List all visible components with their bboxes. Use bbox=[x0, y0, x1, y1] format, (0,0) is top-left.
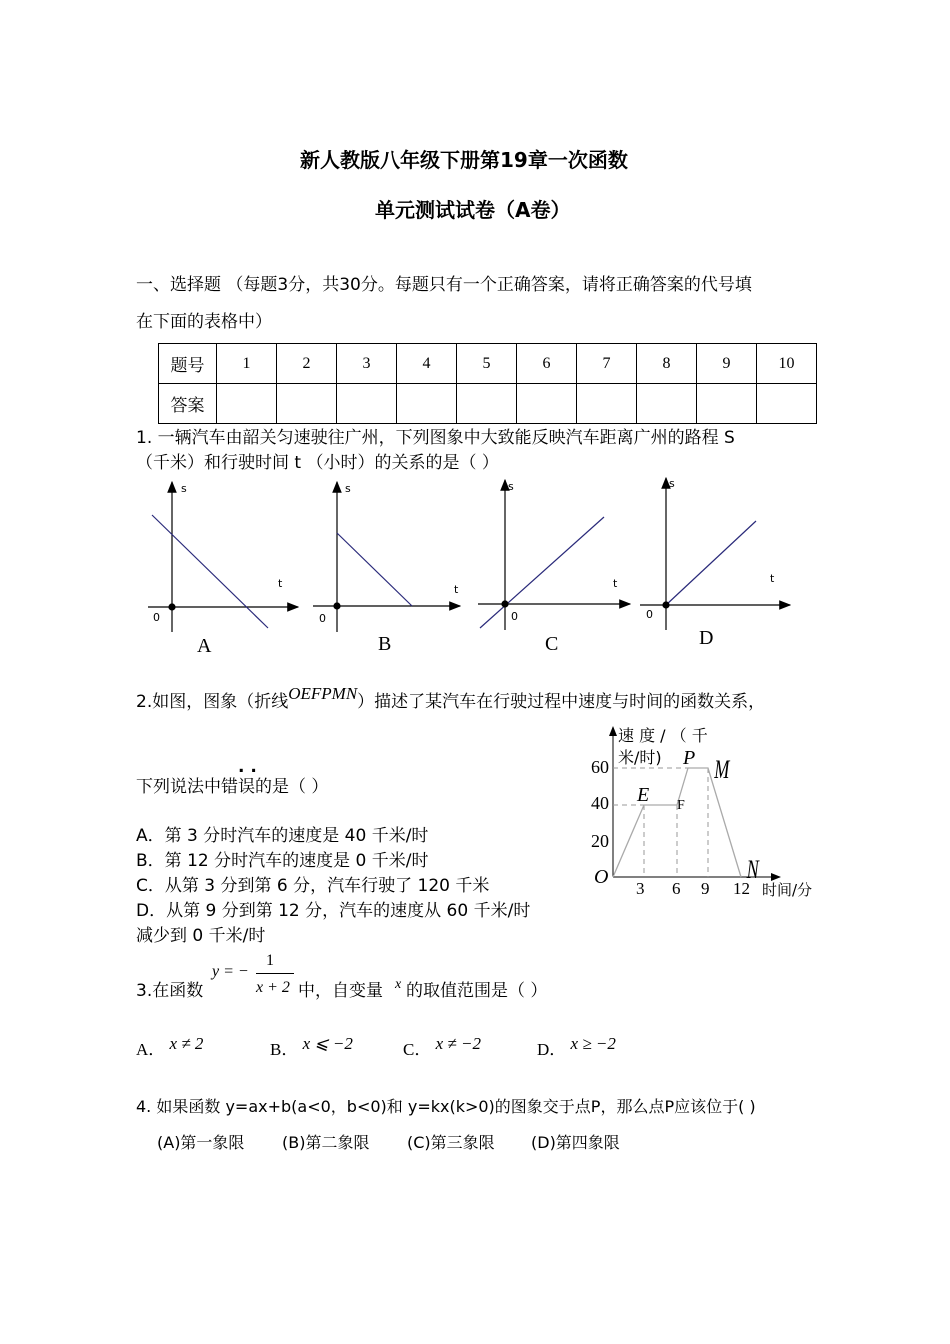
origin-label: 0 bbox=[319, 612, 326, 625]
q3-text: 中，自变量 bbox=[298, 981, 383, 1001]
cell: 10 bbox=[757, 344, 817, 384]
axis-label: s bbox=[669, 477, 675, 490]
cell: 8 bbox=[637, 344, 697, 384]
point-o-label: O bbox=[594, 866, 609, 888]
x-tick: 6 bbox=[672, 879, 681, 898]
title-line1: 新人教版八年级下册第19章一次函数 bbox=[300, 148, 628, 172]
q3-option-a[interactable] bbox=[136, 1034, 204, 1060]
y-tick: 20 bbox=[591, 831, 609, 851]
formula-lhs: y = − bbox=[212, 963, 249, 980]
q4-option-c[interactable]: (C)第三象限 bbox=[407, 1133, 495, 1152]
q4-option-b[interactable]: (B)第二象限 bbox=[282, 1133, 370, 1152]
q2-question: 下列说法中错误的是（ ） bbox=[136, 777, 329, 797]
graph-d bbox=[640, 478, 790, 630]
q3-prefix: 3.在函数 bbox=[136, 981, 204, 1001]
row-label: 答案 bbox=[159, 384, 217, 424]
cell: 1 bbox=[217, 344, 277, 384]
axis-label: s bbox=[345, 482, 351, 495]
y-axis-label: 速 度 / （ 千 bbox=[618, 726, 708, 745]
y-tick: 60 bbox=[591, 757, 609, 777]
formula-denominator: x + 2 bbox=[256, 979, 290, 996]
q2-text-a: 2.如图，图象（折线 bbox=[136, 692, 289, 712]
option-label: B． bbox=[270, 1040, 299, 1059]
polyline-name: OEFPMN bbox=[288, 684, 358, 703]
cell: 2 bbox=[277, 344, 337, 384]
q2-text-b: ）描述了某汽车在行驶过程中速度与时间的函数关系， bbox=[357, 692, 766, 712]
axis-label: t bbox=[278, 577, 283, 590]
x-tick: 12 bbox=[733, 879, 750, 898]
fraction-bar bbox=[256, 973, 294, 974]
cell: 7 bbox=[577, 344, 637, 384]
axis-label: t bbox=[454, 583, 459, 596]
q4-text: 4. 如果函数 y=ax+b(a<0，b<0)和 y=kx(k>0)的图象交于点P，那么点P应该位于( ) bbox=[136, 1097, 756, 1116]
option-label: B bbox=[378, 633, 392, 655]
q2-text bbox=[136, 684, 766, 712]
axis-label: t bbox=[770, 572, 775, 585]
graph-b bbox=[313, 482, 460, 632]
cell: 5 bbox=[457, 344, 517, 384]
title-line2: 单元测试试卷（A卷） bbox=[375, 198, 571, 222]
section-heading-cont: 在下面的表格中） bbox=[136, 312, 272, 332]
option-label: C bbox=[545, 633, 559, 655]
q3-text-cont: 的取值范围是（ ） bbox=[406, 981, 548, 1001]
point-n-label: N bbox=[746, 855, 759, 884]
q2-option-d-cont: 减少到 0 千米/时 bbox=[136, 926, 266, 946]
y-tick: 40 bbox=[591, 793, 609, 813]
option-label: C． bbox=[403, 1040, 432, 1059]
axis-label: s bbox=[508, 480, 514, 493]
section-heading: 一、选择题 （每题3分，共30分。每题只有一个正确答案，请将正确答案的代号填 bbox=[136, 275, 752, 295]
option-label: D． bbox=[537, 1040, 567, 1059]
q1-text: 1. 一辆汽车由韶关匀速驶往广州，下列图象中大致能反映汽车距离广州的路程 S bbox=[136, 428, 735, 448]
option-label: D bbox=[699, 627, 714, 649]
q2-option-a[interactable]: A．第 3 分时汽车的速度是 40 千米/时 bbox=[136, 826, 429, 846]
q3-option-d[interactable] bbox=[537, 1034, 616, 1060]
origin-label: 0 bbox=[511, 610, 518, 623]
point-f-label: F bbox=[677, 798, 685, 813]
option-expr: x ≥ −2 bbox=[570, 1034, 616, 1053]
formula-numerator: 1 bbox=[266, 952, 274, 969]
cell: 9 bbox=[697, 344, 757, 384]
x-tick: 3 bbox=[636, 879, 645, 898]
origin-label: 0 bbox=[153, 611, 160, 624]
graph-a bbox=[148, 482, 298, 632]
q4-option-a[interactable]: (A)第一象限 bbox=[157, 1133, 245, 1152]
q2-option-b[interactable]: B．第 12 分时汽车的速度是 0 千米/时 bbox=[136, 851, 429, 871]
graph-c bbox=[478, 480, 630, 630]
variable-x: x bbox=[395, 977, 402, 992]
q1-text-cont: （千米）和行驶时间 t （小时）的关系的是（ ） bbox=[136, 453, 499, 473]
y-axis-label-cont: 米/时) bbox=[618, 748, 662, 767]
axis-label: s bbox=[181, 482, 187, 495]
q2-option-d[interactable]: D．从第 9 分到第 12 分，汽车的速度从 60 千米/时 bbox=[136, 901, 531, 921]
point-m-label: M bbox=[714, 755, 730, 784]
q3-option-b[interactable] bbox=[270, 1034, 353, 1060]
option-label: A bbox=[197, 635, 212, 657]
x-axis-label: 时间/分 bbox=[762, 881, 813, 899]
axis-label: t bbox=[613, 577, 618, 590]
point-e-label: E bbox=[637, 784, 650, 806]
option-label: A． bbox=[136, 1040, 166, 1059]
row-label: 题号 bbox=[159, 344, 217, 384]
option-expr: x ⩽ −2 bbox=[302, 1034, 353, 1053]
cell: 6 bbox=[517, 344, 577, 384]
q2-option-c[interactable]: C．从第 3 分到第 6 分，汽车行驶了 120 千米 bbox=[136, 876, 490, 896]
x-tick: 9 bbox=[701, 879, 710, 898]
origin-label: 0 bbox=[646, 608, 653, 621]
q4-option-d[interactable]: (D)第四象限 bbox=[531, 1133, 620, 1152]
option-expr: x ≠ 2 bbox=[169, 1034, 204, 1053]
q3-option-c[interactable] bbox=[403, 1034, 481, 1060]
emphasis-dots: . . bbox=[238, 757, 257, 777]
option-expr: x ≠ −2 bbox=[435, 1034, 481, 1053]
cell: 4 bbox=[397, 344, 457, 384]
cell: 3 bbox=[337, 344, 397, 384]
point-p-label: P bbox=[683, 747, 696, 769]
